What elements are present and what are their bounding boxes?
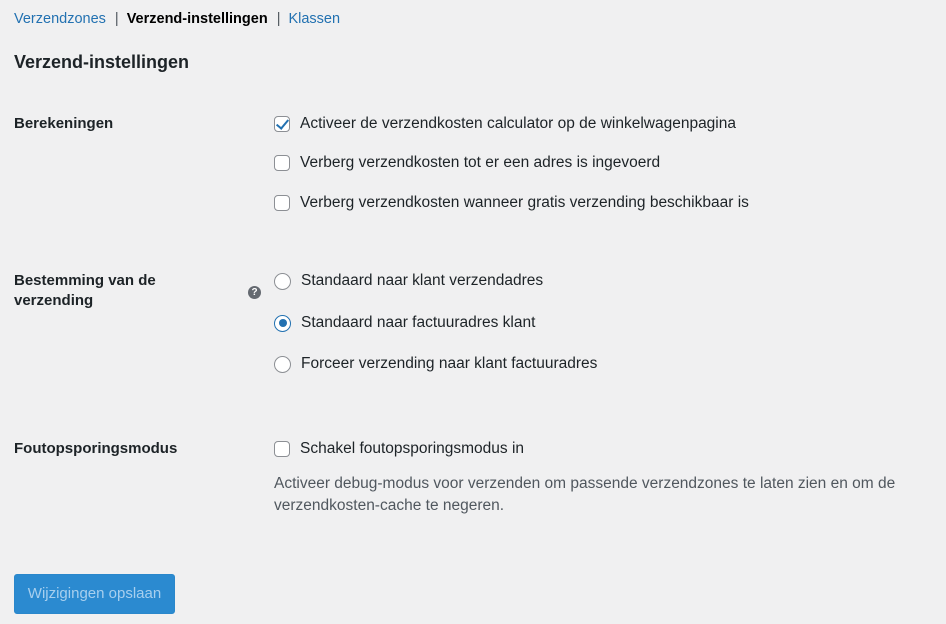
debug-mode-checkbox-label: Schakel foutopsporingsmodus in [300,440,525,457]
page-title: Verzend-instellingen [14,52,190,72]
subnav-current-settings[interactable]: Verzend-instellingen [126,11,268,27]
destination-radio-shipping[interactable] [274,273,291,290]
hide-until-address-option[interactable] [274,153,660,173]
debug-mode-checkbox[interactable] [274,441,290,457]
destination-option-shipping[interactable] [274,271,543,291]
destination-option-force-billing[interactable] [274,354,597,374]
calculations-label: Berekeningen [14,115,114,132]
enable-calculator-option[interactable] [274,114,736,134]
destination-label: Bestemming van de verzending [14,272,156,309]
save-changes-button[interactable]: Wijzigingen opslaan [14,574,175,614]
hide-when-free-checkbox[interactable] [274,195,290,211]
debug-mode-label: Foutopsporingsmodus [14,440,178,457]
destination-option-label: Forceer verzending naar klant factuuradres [301,355,598,372]
question-mark-icon[interactable]: ? [248,286,261,299]
enable-calculator-label: Activeer de verzendkosten calculator op de winkelwagenpagina [300,115,736,132]
subnav-separator: | [114,11,119,27]
subnav-link-zones[interactable]: Verzendzones [14,11,106,27]
destination-radio-billing[interactable] [274,315,291,332]
destination-option-label: Standaard naar factuuradres klant [301,314,536,331]
hide-until-address-label: Verberg verzendkosten tot er een adres is ingevoerd [300,154,661,171]
hide-until-address-checkbox[interactable] [274,155,290,171]
debug-mode-description: Activeer debug-modus voor verzenden om passende verzendzones te laten zien en om de verzendkosten-cache te negeren. [274,475,896,514]
debug-mode-option[interactable] [274,439,524,459]
subnav-link-classes[interactable]: Klassen [288,11,341,27]
destination-radio-force-billing[interactable] [274,356,291,373]
destination-option-billing[interactable] [274,313,535,333]
shipping-subnav [14,9,340,29]
enable-calculator-checkbox[interactable] [274,116,290,132]
destination-option-label: Standaard naar klant verzendadres [301,272,544,289]
subnav-separator: | [276,11,281,27]
hide-when-free-label: Verberg verzendkosten wanneer gratis verzending beschikbaar is [300,194,749,211]
hide-when-free-option[interactable] [274,193,749,213]
